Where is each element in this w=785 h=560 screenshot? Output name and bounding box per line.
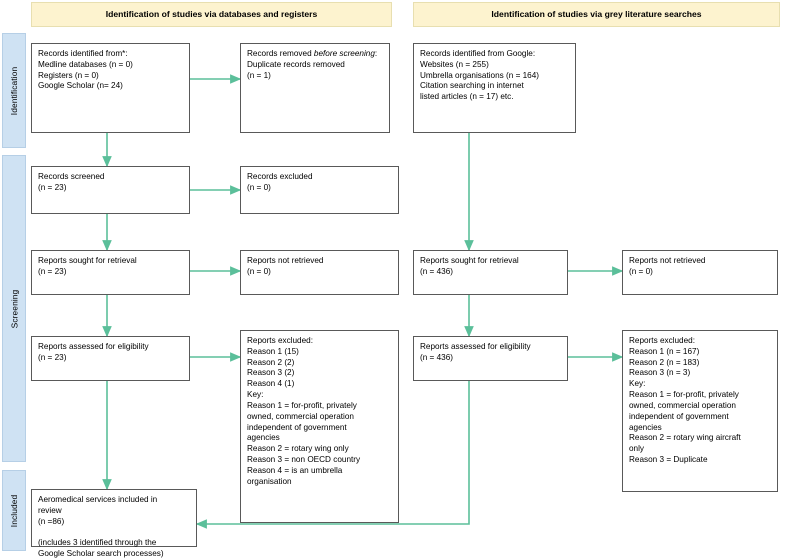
- box-reports-assessed-right: Reports assessed for eligibility (n = 436): [413, 336, 568, 381]
- stage-identification: [2, 33, 26, 148]
- box-records-excluded: Records excluded (n = 0): [240, 166, 399, 214]
- header-grey-literature: [413, 2, 780, 27]
- box-reports-excluded-left: Reports excluded: Reason 1 (15) Reason 2 (2) Reason 3 (2) Reason 4 (1) Key: Reason 1 = for-profit, privately owned, commercial operation independent of government agencies Reason 2 = rotary wing only Reason 3 = non OECD country Reason 4 = is an umbrella organisation: [240, 330, 399, 523]
- box-reports-not-retrieved-left: Reports not retrieved (n = 0): [240, 250, 399, 295]
- box-reports-assessed-left: Reports assessed for eligibility (n = 23): [31, 336, 190, 381]
- header-grey-literature-label: Identification of studies via grey literature searches: [491, 9, 702, 20]
- stage-included: [2, 470, 26, 551]
- box-reports-sought-right: Reports sought for retrieval (n = 436): [413, 250, 568, 295]
- box-reports-sought-left: Reports sought for retrieval (n = 23): [31, 250, 190, 295]
- header-databases-registers: [31, 2, 392, 27]
- box-reports-not-retrieved-right: Reports not retrieved (n = 0): [622, 250, 778, 295]
- stage-included-label: Included: [9, 494, 19, 527]
- box-included: Aeromedical services included in review (n =86) (includes 3 identified through the Google Scholar search processes): [31, 489, 197, 547]
- box-records-removed: Records removed before screening: Duplicate records removed (n = 1): [240, 43, 390, 133]
- stage-screening-label: Screening: [9, 289, 19, 328]
- box-records-screened: Records screened (n = 23): [31, 166, 190, 214]
- stage-identification-label: Identification: [9, 66, 19, 115]
- box-records-identified: Records identified from*: Medline databases (n = 0) Registers (n = 0) Google Scholar (n= 24): [31, 43, 190, 133]
- header-databases-registers-label: Identification of studies via databases and registers: [105, 9, 318, 20]
- box-reports-excluded-right: Reports excluded: Reason 1 (n = 167) Reason 2 (n = 183) Reason 3 (n = 3) Key: Reason 1 = for-profit, privately owned, commercial operation independent of government agencies Reason 2 = rotary wing aircraft only Reason 3 = Duplicate: [622, 330, 778, 492]
- stage-screening: [2, 155, 26, 462]
- box-records-identified-google: Records identified from Google: Websites (n = 255) Umbrella organisations (n = 164) Citation searching in internet listed articles (n = 17) etc.: [413, 43, 576, 133]
